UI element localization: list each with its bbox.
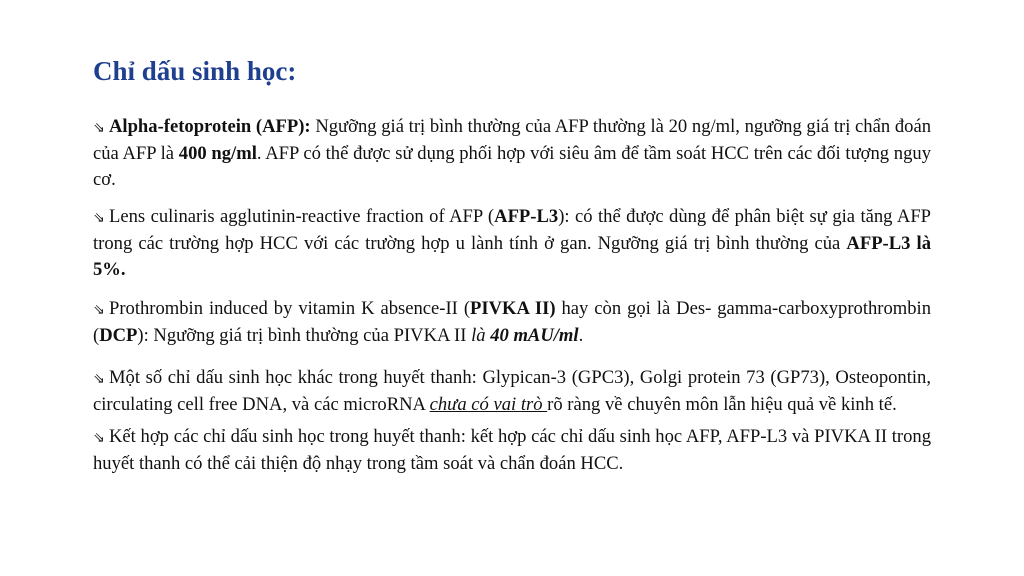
afp-term: Alpha-fetoprotein (AFP): [109,116,311,137]
afp-text-2: . AFP có thể được sử dụng phối hợp với siêu âm để tầm soát HCC trên các đối tượng nguy cơ. [93,143,931,190]
pivka-la: là [471,325,486,346]
afp-l3-text-1: Lens culinaris agglutinin-reactive fraction of AFP ( [109,206,495,227]
slide-content [93,114,931,489]
pivka-text-2: hay còn gọi là Des- gamma-carboxyprothrombin ( [93,298,931,346]
paragraph-afp [93,114,931,193]
afp-threshold: 400 ng/ml [178,143,257,164]
afp-text-1: Ngưỡng giá trị bình thường của AFP thường là 20 ng/ml, ngưỡng giá trị chẩn đoán của AFP là [93,116,931,164]
afp-l3-term: AFP-L3 [494,206,559,227]
afp-l3-text-2: ): có thể được dùng để phân biệt sự gia tăng AFP trong các trường hợp HCC với các trường hợp u lành tính ở gan. Ngưỡng giá trị bình thường của [93,206,932,254]
other-text-2: rõ ràng về chuyên môn lẫn hiệu quả về kinh tế. [547,394,897,415]
paragraph-pivka [93,296,931,349]
paragraph-other-markers [93,365,931,418]
arrow-bullet-icon: ⇘ [93,430,105,446]
arrow-bullet-icon: ⇘ [93,302,105,318]
pivka-threshold: 40 mAU/ml [490,325,579,346]
pivka-text-3: ): Ngưỡng giá trị bình thường của PIVKA II [137,325,472,346]
arrow-bullet-icon: ⇘ [93,371,105,387]
slide-title: Chỉ dấu sinh học: [93,56,297,86]
pivka-text-1: Prothrombin induced by vitamin K absence-II ( [109,298,471,319]
other-text-1: Một số chỉ dấu sinh học khác trong huyết thanh: Glypican-3 (GPC3), Golgi protein 73 (GP73), Osteopontin, circulating cell free DNA, và các microRNA [93,367,931,415]
paragraph-combination [93,424,931,477]
pivka-text-5: . [578,325,584,346]
afp-l3-threshold: AFP-L3 là 5%. [93,233,931,280]
arrow-bullet-icon: ⇘ [93,120,105,136]
combo-text-1: Kết hợp các chỉ dấu sinh học trong huyết thanh: kết hợp các chỉ dấu sinh học AFP, AFP-L3 và PIVKA II trong huyết thanh có thể cải thiện độ nhạy trong tầm soát và chẩn đoán HCC. [93,426,931,474]
pivka-term: PIVKA II) [470,298,556,319]
arrow-bullet-icon: ⇘ [93,210,105,226]
other-underlined: chưa có vai trò [429,394,548,415]
dcp-term: DCP [99,325,138,346]
paragraph-afp-l3 [93,204,931,283]
